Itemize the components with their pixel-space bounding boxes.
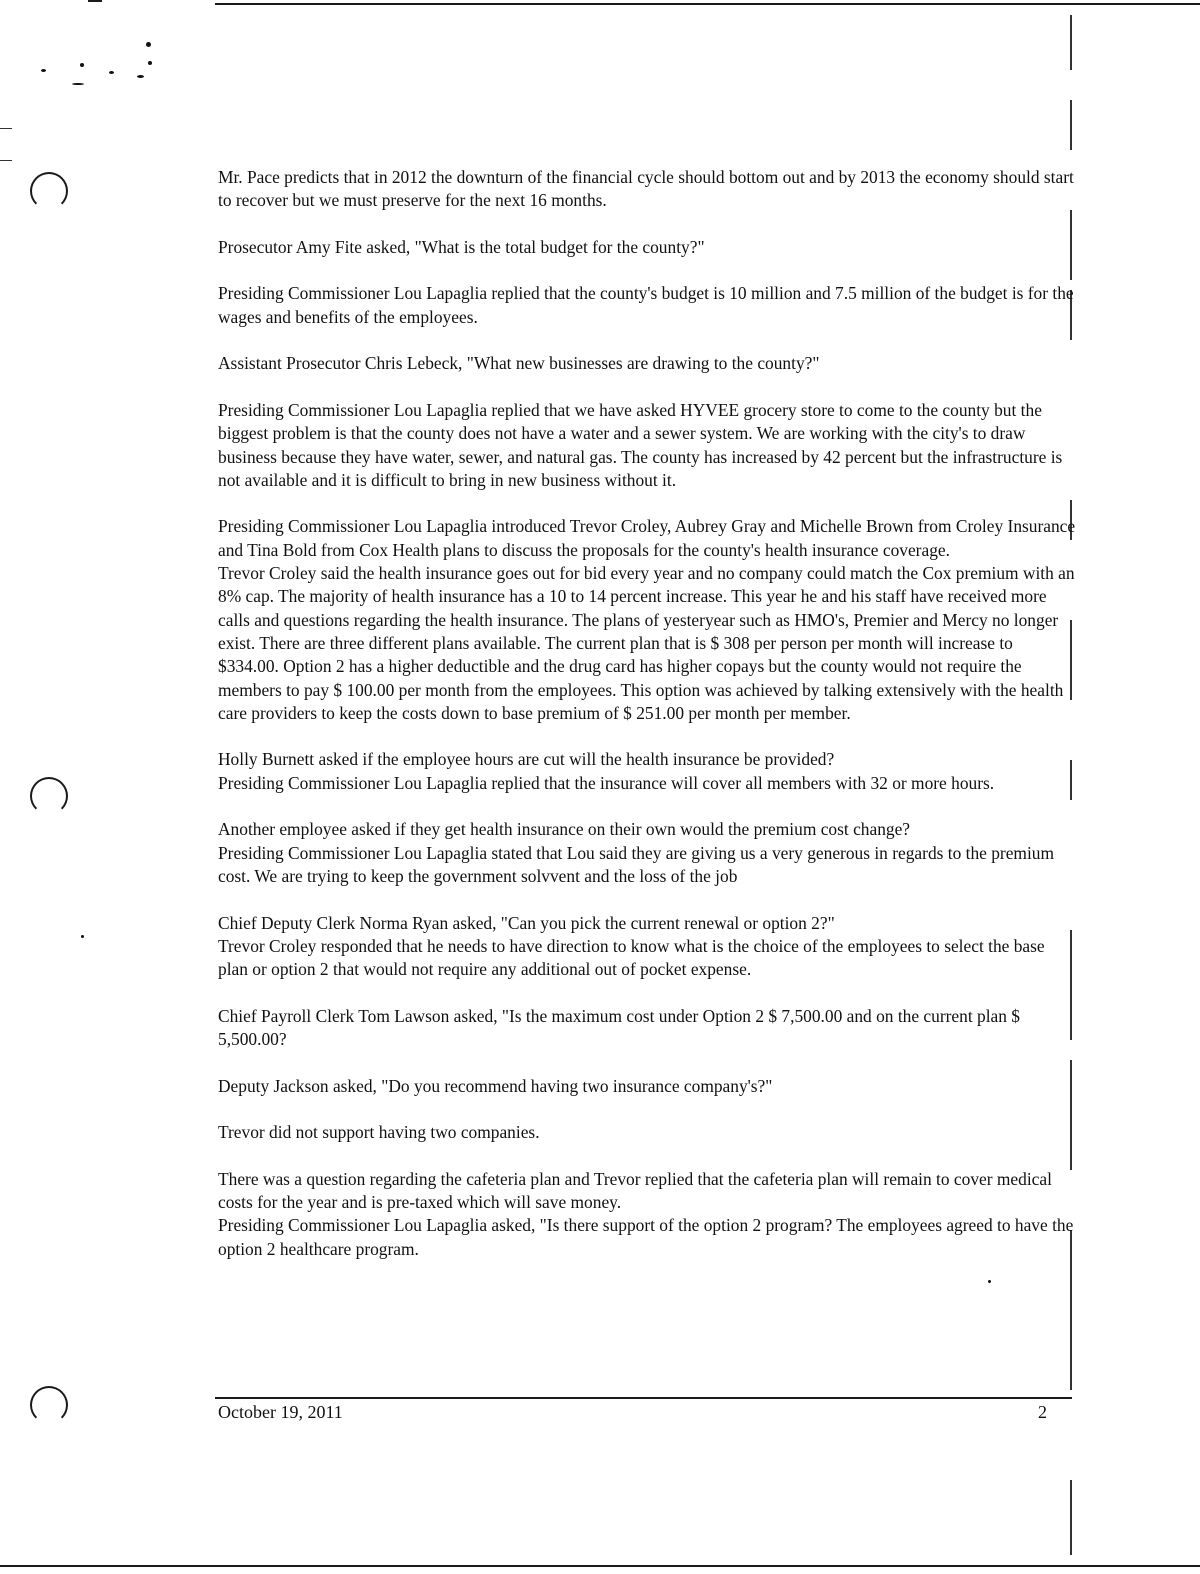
minutes-paragraph: Deputy Jackson asked, "Do you recommend having two insurance company's?" (218, 1075, 773, 1096)
scan-speck (72, 83, 84, 85)
minutes-paragraph: Presiding Commissioner Lou Lapaglia asked, "Is there support of the option 2 program? The employees agreed to have the option 2 healthcare program. (218, 1215, 1074, 1259)
scan-speck (41, 69, 46, 72)
minutes-paragraph: Presiding Commissioner Lou Lapaglia replied that the insurance will cover all members with 32 or more hours. (218, 772, 995, 793)
minutes-paragraph: Holly Burnett asked if the employee hours are cut will the health insurance be provided? (218, 749, 835, 770)
scan-speck (80, 63, 84, 67)
scan-speck (137, 75, 144, 78)
minutes-paragraph: There was a question regarding the cafeteria plan and Trevor replied that the cafeteria plan will remain to cover medical costs for the year and is pre-taxed which will save money. (218, 1168, 1052, 1213)
right-edge-mark (1070, 1480, 1072, 1555)
scan-speck (148, 61, 152, 65)
right-edge-mark (1070, 100, 1072, 150)
minutes-paragraph: Presiding Commissioner Lou Lapaglia replied that we have asked HYVEE grocery store to come to the county but the biggest problem is that the county does not have a water and a sewer system. We are working with the city's to draw business because they have water, sewer, and natural gas. The county has increased by 42 percent but the infrastructure is not available and it is difficult to bring in new business without it. (218, 399, 1063, 490)
footer-date: October 19, 2011 (218, 1402, 343, 1422)
minutes-paragraph: Presiding Commissioner Lou Lapaglia replied that the county's budget is 10 million and 7.5 million of the budget is for the wages and benefits of the employees. (218, 283, 1074, 327)
minutes-paragraph: Assistant Prosecutor Chris Lebeck, "What new businesses are drawing to the county?" (218, 353, 820, 374)
scan-speck (146, 42, 151, 47)
page-number: 2 (1038, 1402, 1047, 1422)
minutes-paragraph: Presiding Commissioner Lou Lapaglia introduced Trevor Croley, Aubrey Gray and Michelle Brown from Croley Insurance and Tina Bold from Cox Health plans to discuss the proposals for the county's health insurance coverage. (218, 516, 1076, 560)
minutes-paragraph: Trevor Croley responded that he needs to have direction to know what is the choice of the employees to select the base plan or option 2 that would not require any additional out of pocket expense. (218, 935, 1045, 980)
minutes-paragraph: Presiding Commissioner Lou Lapaglia stated that Lou said they are giving us a very generous in regards to the premium cost. We are trying to keep the government solvvent and the loss of the job (218, 842, 1055, 886)
right-edge-mark (1070, 15, 1072, 70)
bottom-edge-rule (0, 1565, 1200, 1567)
minutes-paragraph: Trevor did not support having two companies. (218, 1122, 540, 1143)
minutes-paragraph: Mr. Pace predicts that in 2012 the downturn of the financial cycle should bottom out and by 2013 the economy should start to recover but we must preserve for the next 16 months. (218, 167, 1074, 211)
left-edge-mark (0, 128, 12, 129)
minutes-paragraph: Chief Payroll Clerk Tom Lawson asked, "Is the maximum cost under Option 2 $ 7,500.00 and on the current plan $ 5,500.00? (218, 1005, 1021, 1049)
scan-speck (109, 71, 114, 74)
footer-rule (215, 1397, 1072, 1399)
left-edge-mark (0, 160, 12, 161)
top-rule (215, 3, 1200, 5)
minutes-paragraph: Another employee asked if they get health insurance on their own would the premium cost change? (218, 819, 911, 840)
minutes-paragraph: Chief Deputy Clerk Norma Ryan asked, "Can you pick the current renewal or option 2?" (218, 912, 835, 933)
minutes-body (218, 166, 1078, 1261)
top-edge-mark (88, 0, 102, 2)
scan-speck (81, 935, 84, 938)
punch-hole-icon (30, 1386, 68, 1424)
punch-hole-icon (30, 777, 68, 815)
minutes-paragraph: Prosecutor Amy Fite asked, "What is the total budget for the county?" (218, 236, 705, 257)
scan-speck (988, 1280, 991, 1283)
punch-hole-icon (30, 172, 68, 210)
minutes-paragraph: Trevor Croley said the health insurance goes out for bid every year and no company could match the Cox premium with an 8% cap. The majority of health insurance has a 10 to 14 percent increase. This year he and his staff have received more calls and questions regarding the health insurance. The plans of yesteryear such as HMO's, Premier and Mercy no longer exist. There are three different plans available. The current plan that is $ 308 per person per month will increase to $334.00. Option 2 has a higher deductible and the drug card has higher copays but the county would not require the members to pay $ 100.00 per month from the employees. This option was achieved by talking extensively with the health care providers to keep the costs down to base premium of $ 251.00 per month per member. (218, 563, 1075, 723)
